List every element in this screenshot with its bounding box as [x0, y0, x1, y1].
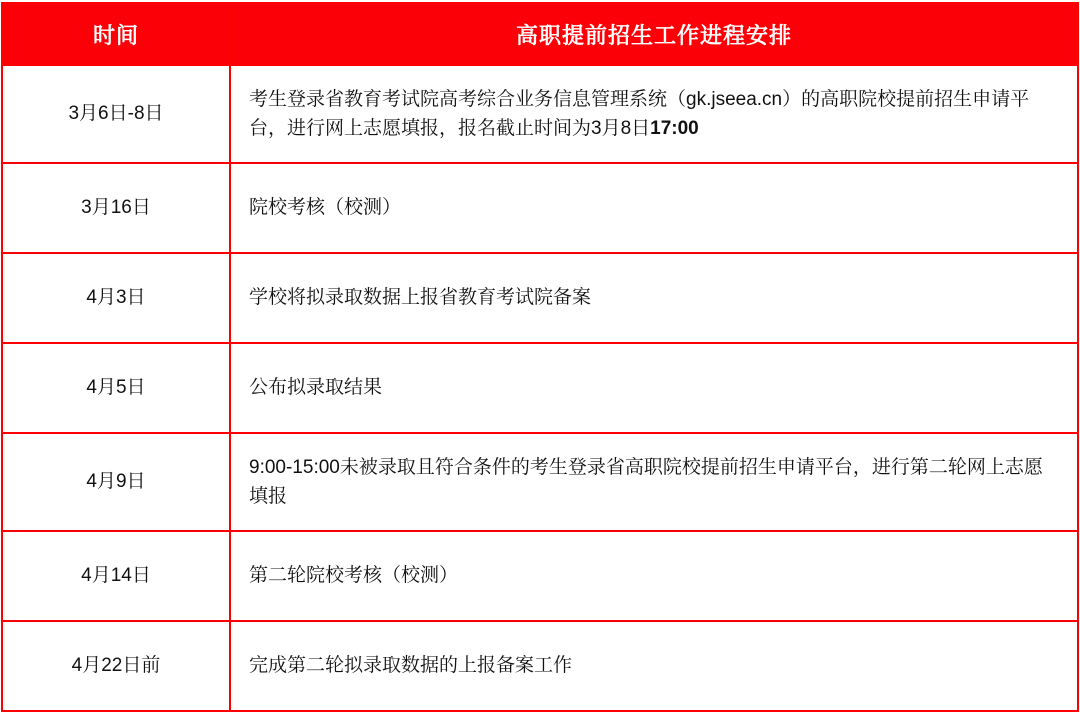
- desc-text: 院校考核（校测）: [249, 197, 402, 219]
- cell-description: [230, 65, 1078, 163]
- desc-text: 9:00-15:00未被录取且符合条件的考生登录省高职院校提前招生申请平台，进行第二轮网上志愿填报: [249, 456, 1043, 507]
- cell-time: 4月14日: [2, 531, 230, 621]
- desc-emphasis: 17:00: [650, 118, 699, 139]
- desc-text: 学校将拟录取数据上报省教育考试院备案: [249, 287, 592, 309]
- table-row: [2, 343, 1078, 433]
- cell-description: [230, 163, 1078, 253]
- desc-text: 考生登录省教育考试院高考综合业务信息管理系统（gk.jseea.cn）的高职院校提前招生申请平台，进行网上志愿填报，报名截止时间为3月8日: [249, 88, 1030, 139]
- cell-description: [230, 531, 1078, 621]
- cell-time: 4月9日: [2, 433, 230, 531]
- table-row: [2, 531, 1078, 621]
- desc-text: 第二轮院校考核（校测）: [249, 565, 459, 587]
- table-body: [2, 65, 1078, 711]
- cell-time: 3月6日-8日: [2, 65, 230, 163]
- column-header-description: 高职提前招生工作进程安排: [230, 3, 1078, 65]
- column-header-time: 时间: [2, 3, 230, 65]
- cell-description: [230, 621, 1078, 711]
- table-header-row: [2, 3, 1078, 65]
- desc-text: 公布拟录取结果: [249, 377, 383, 399]
- cell-time: 4月5日: [2, 343, 230, 433]
- cell-time: 4月3日: [2, 253, 230, 343]
- table-row: [2, 163, 1078, 253]
- table-row: [2, 65, 1078, 163]
- admission-schedule-table: [1, 2, 1079, 712]
- desc-text: 完成第二轮拟录取数据的上报备案工作: [249, 655, 573, 677]
- cell-description: [230, 433, 1078, 531]
- cell-description: [230, 343, 1078, 433]
- cell-description: [230, 253, 1078, 343]
- cell-time: 4月22日前: [2, 621, 230, 711]
- cell-time: 3月16日: [2, 163, 230, 253]
- table-header: [2, 3, 1078, 65]
- table-row: [2, 433, 1078, 531]
- table-row: [2, 253, 1078, 343]
- table-row: [2, 621, 1078, 711]
